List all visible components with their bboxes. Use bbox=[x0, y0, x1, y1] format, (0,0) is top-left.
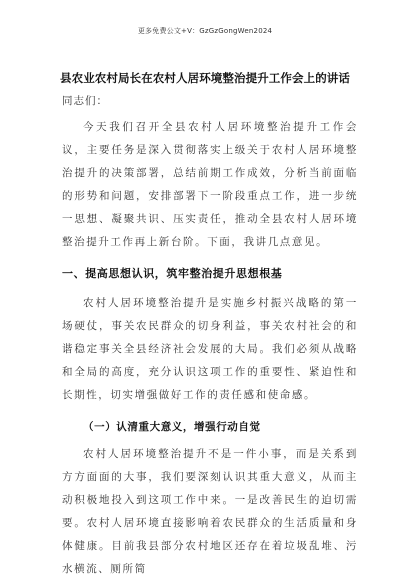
subsection-heading-1: （一）认清重大意义，增强行动自觉 bbox=[83, 421, 261, 433]
salutation: 同志们： bbox=[62, 95, 108, 107]
document-body bbox=[62, 90, 358, 581]
section-heading-1: 一、提高思想认识，筑牢整治提升思想根基 bbox=[62, 267, 283, 280]
document-title: 县农业农村局长在农村人居环境整治提升工作会上的讲话 bbox=[60, 71, 350, 85]
subsection-1-paragraph: 农村人居环境整治提升不是一件小事，而是关系到方方面面的大事，我们要深刻认识其重大意义，从而主动积极地投入到这项工作中来。一是改善民生的迫切需要。农村人居环境直接影响着农民群众的生活质量和身体健康。目前我县部分农村地区还存在着垃圾乱堆、污水横流、厕所简 bbox=[62, 448, 358, 575]
section-1-paragraph: 农村人居环境整治提升是实施乡村振兴战略的第一场硬仗，事关农民群众的切身利益，事关农村社会的和谐稳定事关全县经济社会发展的大局。我们必须从战略和全局的高度，充分认识这项工作的重要性、紧迫性和长期性，切实增强做好工作的责任感和使命感。 bbox=[62, 297, 358, 401]
intro-paragraph: 今天我们召开全县农村人居环境整治提升工作会议，主要任务是深入贯彻落实上级关于农村人居环境整治提升的决策部署，总结前期工作成效，分析当前面临的形势和问题，安排部署下一阶段重点工作，进一步统一思想、凝聚共识、压实责任，推动全县农村人居环境整治提升工作再上新台阶。下面，我讲几点意见。 bbox=[62, 121, 358, 248]
header-note: 更多免费公文+V：GzGzGongWen2024 bbox=[137, 27, 273, 35]
